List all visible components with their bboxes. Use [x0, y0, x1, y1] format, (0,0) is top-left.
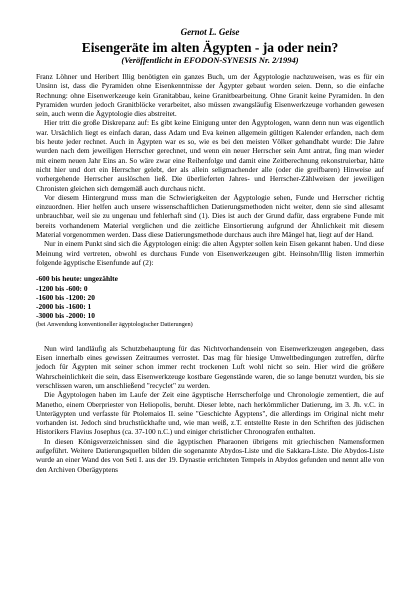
- paragraph-intro-1: Franz Löhner und Heribert Illig benötigten ein ganzes Buch, um der Ägyptologie nachzuweisen, was es für ein Unsinn ist, dass die Pyramiden ohne Eisenkenntnisse der Ägypter gebaut worden seien. Denn, so die einfache Rechnung: ohne Eisenwerkzeuge kein Granitabbau, keine Granitbearbeitung. Ohne Granit keine Pyramiden. In den Pyramiden wurden jedoch Granitblöcke verarbeitet, also müssen zwangsläufig Eisenwerkzeuge vorhanden gewesen sein, auch wenn die Ägyptologie dies abstreitet.: [36, 72, 384, 119]
- paragraph-main-3: In diesen Königsverzeichnissen sind die ägyptischen Pharaonen übrigens mit griechischen Namensformen aufgeführt. Weitere Datierungsquellen bilden die sogenannte Abydos-Liste und die Sakkara-Liste. Die Abydos-Liste wurde an einer Wand des von Seti I. aus der 19. Dynastie errichteten Tempels in Abydos gefunden und nennt alle von den Archiven Oberägyptens: [36, 436, 384, 474]
- paragraph-main-2: Die Ägyptologen haben im Laufe der Zeit eine ägyptische Herrscherfolge und Chronologie zementiert, die auf Manetho, einem Oberpriester von Heliopolis, beruht. Dieser lebte, nach herkömmlicher Datierung, im 3. Jh. v.C. in Unterägypten und verfasste für Ptolemaios II. seine "Geschichte Ägyptens", die allerdings im Original nicht mehr vorhanden ist. Jedoch sind bruchstückhafte und, wie man weiß, z.T. entstellte Reste in den Schriften des jüdischen Historikers Flavius Josephus (ca. 37-100 n.C.) und einiger christlicher Chronografen enthalten.: [36, 390, 384, 437]
- section-gap: [36, 335, 384, 344]
- iron-finds-row: -3000 bis -2000: 10: [36, 311, 95, 321]
- iron-finds-row: -1200 bis -600: 0: [36, 283, 88, 293]
- paragraph-intro-3: Vor diesem Hintergrund muss man die Schwierigkeiten der Ägyptologie sehen, Funde und Herrscher richtig einzuordnen. Hier helfen auch unsere wissenschaftlichen Datierungsmethoden nicht weiter, denn sie sind allesamt unbrauchbar, weil sie zu ungenau und fehlerhaft sind (1). Dies ist auch der Grund dafür, dass ergrabene Funde mit bereits vorhandenem Material verglichen und die zeitliche Einsortierung aufgrund der Ähnlichkeit mit diesem Material vorgenommen werden. Dass diese Datierungsmethode durchaus auch ihre Mängel hat, liegt auf der Hand.: [36, 192, 384, 240]
- paragraph-main-1: Nun wird landläufig als Schutzbehauptung für das Nichtvorhandensein von Eisenwerkzeugen angegeben, dass Eisen innerhalb eines gewissen Zeitraumes verrostet. Das mag für hiesige Umweltbedingungen zutreffen, dürfte jedoch für Ägypten mit seiner schon immer recht trockenen Luft wohl nicht so sein. Hier wird die größere Wahrscheinlichkeit die sein, dass Eisenwerkzeuge kostbare Gegenstände waren, die so lange benutzt wurden, bis sie verschlissen waren, um anschließend "recyclet" zu werden.: [36, 343, 384, 390]
- article-body: [36, 72, 384, 474]
- document-title: Eisengeräte im alten Ägypten - ja oder nein?: [81, 40, 339, 55]
- iron-finds-row: -2000 bis -1600: 1: [36, 302, 92, 312]
- paragraph-intro-2: Hier tritt die große Diskrepanz auf: Es gibt keine Einigung unter den Ägyptologen, wann denn nun was eigentlich war. Ursächlich liegt es einfach daran, dass Adam und Eva keinen allgemein gültigen Kalender erfanden, nach dem bis heute jeder rechnet. Auch in Ägypten war es so, wie es bei den meisten Völker gehandhabt wurde: Die Jahre wurden nach dem jeweiligen Herrscher gerechnet, und wenn ein neuer Herrscher sein Amt antrat, fing man wieder mit einem neuen Jahr Eins an. So wäre zwar eine Reihenfolge und damit eine Zeitberechnung rekonstruierbar, hätte nicht hier und dort ein Herrscher gelebt, der als allein seligmachender alle (oder die greifbaren) Hinweise auf vorhergehende Herrscher auslöschen ließ. Die überlieferten Jahres- und Herrscher-Zählweisen der jeweiligen Chronisten gleichen sich demgemäß auch durchaus nicht.: [36, 118, 384, 193]
- publication-note: (Veröffentlicht in EFODON-SYNESIS Nr. 2/1994): [121, 55, 299, 65]
- paragraph-intro-4: Nur in einem Punkt sind sich die Ägyptologen einig: die alten Ägypter sollen kein Eisen gekannt haben. Und diese Meinung wird vertreten, obwohl es durchaus Funde von Eisenwerkzeugen gibt. Heinsohn/Illig listen immerhin folgende ägyptische Eisenfunde auf (2):: [36, 239, 384, 267]
- iron-finds-row: -600 bis heute: ungezählte: [36, 274, 118, 284]
- iron-finds-note: (bei Anwendung konventioneller ägyptologischer Datierungen): [36, 320, 193, 328]
- iron-finds-row: -1600 bis -1200: 20: [36, 292, 95, 302]
- iron-finds-list: [36, 274, 384, 328]
- author-name: Gernot L. Geise: [180, 27, 240, 37]
